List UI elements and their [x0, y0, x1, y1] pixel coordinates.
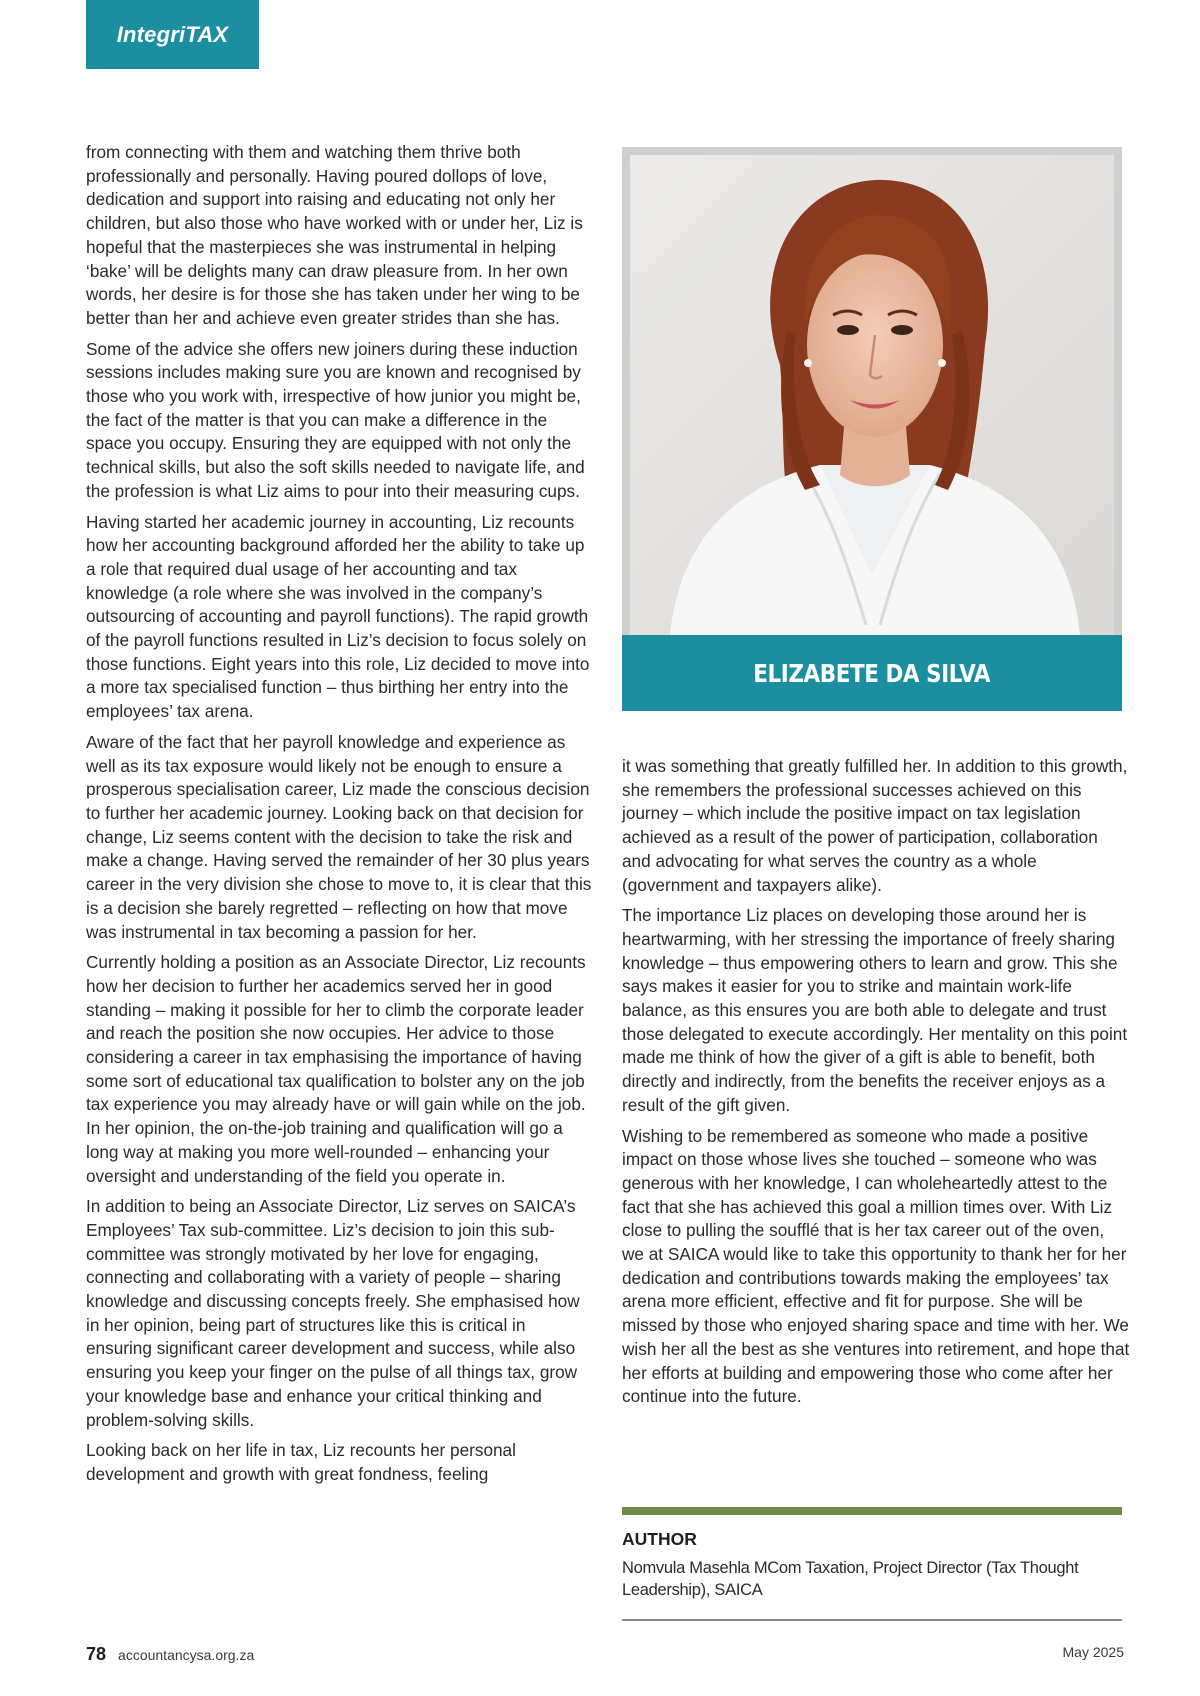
caption-name: ELIZABETE DA SILVA: [753, 658, 991, 688]
paragraph: Some of the advice she offers new joiners during these induction sessions includes making sure you are known and recognised by those who you work with, irrespective of how junior you might be, the fact of the matter is that you can make a difference in the space you occupy. Ensuring they are equipped with not only the technical skills, but also the soft skills needed to navigate life, and the profession is what Liz aims to pour into their measuring cups.: [86, 338, 585, 501]
paragraph: Currently holding a position as an Associate Director, Liz recounts how her decision to further her academics served her in good standing – making it possible for her to climb the corporate leader and reach the position she now occupies. Her advice to those considering a career in tax emphasising the importance of having some sort of educational tax qualification to bolster any on the job tax experience you may already have or will gain while on the job. In her opinion, the on-the-job training and qualification will go a long way at making you more well-rounded – enhancing your oversight and understanding of the field you operate in.: [86, 952, 586, 1186]
portrait-photo: [622, 147, 1122, 635]
paragraph: Having started her academic journey in accounting, Liz recounts how her accounting background afforded her the ability to take up a role that required dual usage of her accounting and tax knowledge (a role where she was involved in the company’s outsourcing of accounting and payroll functions). The rapid growth of the payroll functions resulted in Liz’s decision to focus solely on those functions. Eight years into this role, Liz decided to move into a more tax specialised function – thus birthing her entry into the employees’ tax arena.: [86, 511, 590, 722]
paragraph: Wishing to be remembered as someone who made a positive impact on those whose lives she touched – someone who was generous with her knowledge, I can wholeheartedly attest to the fact that she has achieved this goal a million times over. With Liz close to pulling the soufflé that is her tax career out of the oven, we at SAICA would like to take this opportunity to thank her for her dedication and contributions towards making the employees’ tax arena more efficient, effective and fit for purpose. She will be missed by those who enjoyed sharing space and time with her. We wish her all the best as she ventures into retirement, and hope that her efforts at building and empowering those who come after her continue into the future.: [622, 1125, 1130, 1407]
footer-date: May 2025: [1062, 1644, 1124, 1660]
author-details: Nomvula Masehla MCom Taxation, Project Director (Tax Thought Leadership), SAICA: [622, 1559, 1079, 1599]
paragraph: from connecting with them and watching them thrive both professionally and personally. Having poured dollops of love, dedication and support into raising and educating not only her children, but also those who have worked with or under her, Liz is hopeful that the masterpieces she was instrumental in helping ‘bake’ will be delights many can draw pleasure from. In her own words, her desire is for those she has taken under her wing to be better than her and achieve even greater strides than she has.: [86, 142, 583, 328]
paragraph: In addition to being an Associate Director, Liz serves on SAICA’s Employees’ Tax sub-committee. Liz’s decision to join this sub-committee was strongly motivated by her love for engaging, connecting and collaborating with a variety of people – sharing knowledge and discussing concepts freely. She emphasised how in her opinion, being part of structures like this is critical in ensuring significant career development and success, while also ensuring you keep your finger on the pulse of all things tax, grow your knowledge base and enhance your critical thinking and problem-solving skills.: [86, 1196, 580, 1430]
footer-website: accountancysa.org.za: [118, 1647, 255, 1663]
section-tag-label: IntegriTAX: [116, 21, 229, 47]
article-right-column: [622, 755, 1130, 1416]
author-heading: AUTHOR: [622, 1529, 697, 1549]
article-left-column: [86, 141, 596, 1494]
paragraph: Looking back on her life in tax, Liz recounts her personal development and growth with great fondness, feeling: [86, 1440, 516, 1484]
author-divider: [622, 1507, 1122, 1515]
author-bottom-rule: [622, 1619, 1122, 1621]
portrait-illustration: [630, 155, 1114, 635]
photo-caption: [622, 635, 1122, 711]
publication-section-tag: [86, 0, 259, 69]
paragraph: Aware of the fact that her payroll knowledge and experience as well as its tax exposure would likely not be enough to ensure a prosperous specialisation career, Liz made the conscious decision to further her academic journey. Looking back on that decision for change, Liz seems content with the decision to take the risk and make a change. Having served the remainder of her 30 plus years career in the very division she chose to move to, it is clear that this is a decision she barely regretted – reflecting on how that move was instrumental in tax becoming a passion for her.: [86, 731, 592, 942]
footer-left: [86, 1644, 254, 1665]
paragraph: The importance Liz places on developing those around her is heartwarming, with her stressing the importance of freely sharing knowledge – thus empowering others to learn and grow. This she says makes it easier for you to strike and maintain work-life balance, as this ensures you are both able to delegate and trust those delegated to execute accordingly. Her mentality on this point made me think of how the giver of a gift is able to benefit, both directly and indirectly, from the benefits the receiver enjoys as a result of the gift given.: [622, 905, 1128, 1115]
page-number: 78: [86, 1644, 107, 1664]
paragraph: it was something that greatly fulfilled her. In addition to this growth, she remembers the professional successes achieved on this journey – which include the positive impact on tax legislation achieved as a result of the power of participation, collaboration and advocating for what serves the country as a whole (government and taxpayers alike).: [622, 756, 1128, 895]
